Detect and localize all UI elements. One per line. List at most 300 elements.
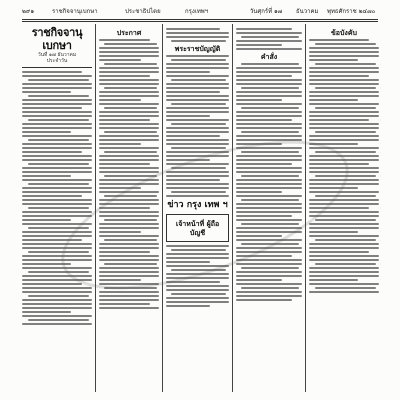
text-line — [309, 39, 369, 41]
text-line — [309, 95, 379, 97]
text-line — [99, 79, 159, 81]
text-line — [309, 227, 379, 229]
text-line — [22, 267, 92, 269]
text-line — [28, 207, 90, 209]
text-line — [166, 301, 229, 303]
text-line — [236, 239, 302, 241]
text-line — [315, 107, 377, 109]
text-line — [166, 163, 229, 165]
text-line — [99, 283, 159, 285]
text-line — [171, 79, 226, 81]
text-line — [22, 219, 71, 221]
text-line — [99, 159, 159, 161]
text-line — [315, 131, 377, 133]
text-line — [166, 183, 229, 185]
text-line — [166, 28, 220, 30]
text-line — [315, 219, 377, 221]
text-line — [309, 155, 379, 157]
text-line — [99, 295, 159, 297]
text-line — [22, 255, 92, 257]
text-line — [22, 115, 92, 117]
text-line — [315, 43, 377, 45]
text-line — [309, 111, 379, 113]
text-line — [22, 303, 92, 305]
text-line — [236, 167, 302, 169]
text-line — [166, 36, 229, 38]
text-line — [236, 159, 302, 161]
text-line — [236, 147, 302, 149]
text-line — [309, 159, 379, 161]
text-line — [22, 187, 92, 189]
text-line — [166, 257, 229, 259]
text-line — [99, 271, 159, 273]
text-line — [22, 111, 92, 113]
text-line — [166, 305, 210, 307]
text-line — [22, 103, 92, 105]
text-line — [236, 283, 302, 285]
text-line — [309, 115, 379, 117]
text-line — [28, 95, 90, 97]
column-2 — [99, 26, 159, 392]
text-line — [99, 71, 159, 73]
text-line — [99, 171, 159, 173]
text-line — [171, 123, 226, 125]
text-line — [22, 191, 92, 193]
text-line — [99, 187, 141, 189]
text-line — [166, 245, 229, 247]
text-line — [309, 271, 379, 273]
text-line — [236, 111, 302, 113]
text-line — [171, 293, 226, 295]
text-line — [99, 147, 159, 149]
text-line — [22, 243, 92, 245]
text-line — [309, 71, 379, 73]
text-line — [315, 195, 377, 197]
text-line — [236, 139, 302, 141]
masthead-sub: ประจำวัน — [46, 58, 68, 64]
text-line — [315, 175, 377, 177]
text-line — [171, 191, 226, 193]
text-line — [99, 47, 159, 49]
text-line — [166, 285, 229, 287]
text-line — [309, 143, 358, 145]
text-line — [99, 155, 159, 157]
text-line — [28, 139, 90, 141]
text-line — [99, 115, 159, 117]
text-line — [309, 187, 358, 189]
text-line — [99, 211, 159, 213]
text-line — [166, 107, 229, 109]
text-line — [236, 171, 302, 173]
text-line — [22, 323, 92, 325]
text-line — [22, 291, 92, 293]
text-line — [309, 147, 379, 149]
text-line — [236, 119, 292, 121]
text-line — [22, 239, 82, 241]
text-line — [315, 263, 377, 265]
text-line — [309, 139, 379, 141]
text-line — [166, 71, 210, 73]
text-line — [241, 199, 299, 201]
text-line — [22, 159, 92, 161]
text-line — [28, 163, 90, 165]
text-line — [236, 40, 302, 42]
text-line — [309, 179, 379, 181]
text-line — [171, 40, 226, 42]
text-line — [28, 319, 90, 321]
text-line — [28, 183, 90, 185]
column-divider — [162, 24, 163, 392]
text-line — [309, 163, 369, 165]
text-line — [241, 223, 299, 225]
text-line — [236, 263, 302, 265]
text-line — [22, 283, 82, 285]
text-line — [166, 91, 220, 93]
column-4-heading: คำสั่ง — [260, 52, 278, 61]
text-line — [241, 287, 299, 289]
text-line — [104, 219, 157, 221]
header-year: พุทธศักราช ๒๔๗๐ — [327, 8, 376, 15]
text-line — [28, 251, 90, 253]
boxed-notice — [166, 214, 229, 242]
text-line — [171, 249, 226, 251]
text-line — [236, 67, 302, 69]
text-line — [22, 143, 92, 145]
column-5 — [309, 26, 379, 392]
text-line — [241, 87, 299, 89]
text-line — [22, 215, 92, 217]
text-line — [309, 67, 379, 69]
text-line — [236, 255, 292, 257]
text-line — [99, 259, 159, 261]
text-line — [99, 39, 150, 41]
text-line — [309, 91, 379, 93]
text-line — [236, 195, 302, 197]
text-line — [99, 55, 159, 57]
text-line — [241, 107, 299, 109]
text-line — [99, 95, 159, 97]
text-line — [166, 273, 229, 275]
text-line — [22, 223, 92, 225]
text-line — [99, 167, 159, 169]
text-line — [236, 99, 282, 101]
text-line — [99, 255, 159, 257]
text-line — [171, 167, 226, 169]
text-line — [241, 175, 299, 177]
text-line — [22, 83, 92, 85]
text-line — [236, 32, 302, 34]
text-line — [166, 261, 210, 263]
text-line — [99, 279, 141, 281]
text-line — [309, 211, 379, 213]
text-line — [309, 135, 379, 137]
text-line — [236, 231, 302, 233]
text-line — [171, 59, 226, 61]
text-line — [22, 235, 92, 237]
text-line — [99, 183, 159, 185]
text-line — [171, 269, 226, 271]
text-line — [99, 203, 159, 205]
text-line — [309, 47, 379, 49]
column-divider — [305, 24, 306, 392]
text-line — [99, 299, 159, 301]
boxed-notice-title: เจ้าหน้าที่ ผู้ถือบัญชี — [175, 219, 220, 237]
text-line — [236, 115, 302, 117]
column-divider — [95, 24, 96, 392]
text-line — [236, 91, 302, 93]
text-line — [236, 135, 302, 137]
text-line — [104, 195, 157, 197]
text-line — [166, 87, 229, 89]
text-line — [22, 99, 92, 101]
text-line — [309, 127, 379, 129]
text-line — [99, 191, 159, 193]
text-line — [309, 79, 379, 81]
text-line — [236, 207, 302, 209]
column-divider — [232, 24, 233, 392]
text-line — [104, 131, 157, 133]
text-line — [166, 151, 229, 153]
text-line — [99, 227, 159, 229]
text-line — [166, 127, 229, 129]
text-line — [99, 163, 150, 165]
text-line — [309, 83, 379, 85]
text-line — [99, 59, 141, 61]
text-line — [166, 195, 229, 197]
text-line — [241, 63, 299, 65]
text-line — [236, 143, 282, 145]
text-line — [309, 215, 379, 217]
text-line — [104, 239, 157, 241]
text-line — [99, 207, 150, 209]
text-line — [99, 307, 159, 309]
text-line — [99, 123, 159, 125]
text-line — [236, 163, 292, 165]
text-line — [236, 259, 302, 261]
text-line — [99, 215, 159, 217]
text-line — [236, 44, 282, 46]
text-line — [236, 71, 302, 73]
text-line — [309, 171, 379, 173]
text-line — [166, 171, 229, 173]
header-paper-name: ราชกิจจานุเบกษา — [52, 8, 98, 15]
text-line — [309, 231, 358, 233]
text-line — [22, 167, 92, 169]
text-line — [236, 191, 282, 193]
header-city: กรุงเทพฯ — [185, 8, 209, 15]
text-line — [309, 99, 358, 101]
text-line — [241, 36, 299, 38]
text-line — [99, 291, 159, 293]
text-line — [22, 75, 92, 77]
text-line — [236, 279, 282, 281]
text-line — [166, 115, 210, 117]
text-line — [315, 239, 377, 241]
text-line — [28, 79, 90, 81]
text-line — [236, 299, 292, 301]
text-line — [22, 279, 92, 281]
text-line — [104, 43, 157, 45]
text-line — [22, 107, 82, 109]
text-line — [166, 83, 229, 85]
text-line — [309, 191, 379, 193]
text-line — [166, 175, 229, 177]
text-line — [241, 243, 299, 245]
text-line — [166, 187, 229, 189]
text-line — [99, 103, 159, 105]
news-section-heading: ข่าว กรุง เทพ ฯ — [167, 200, 228, 210]
text-line — [236, 179, 302, 181]
text-line — [309, 235, 379, 237]
text-line — [236, 83, 302, 85]
text-line — [22, 275, 92, 277]
text-line — [315, 151, 377, 153]
text-line — [166, 281, 220, 283]
text-line — [22, 203, 92, 205]
text-line — [309, 103, 379, 105]
text-line — [166, 55, 229, 57]
text-line — [22, 263, 71, 265]
text-line — [236, 48, 302, 50]
text-line — [236, 103, 302, 105]
text-line — [309, 247, 379, 249]
text-line — [28, 227, 90, 229]
text-line — [22, 151, 82, 153]
text-line — [22, 127, 92, 129]
text-line — [166, 95, 229, 97]
text-line — [309, 55, 379, 57]
text-line — [28, 271, 90, 273]
text-line — [309, 251, 369, 253]
text-line — [22, 87, 92, 89]
text-line — [236, 187, 302, 189]
text-line — [104, 263, 157, 265]
text-line — [99, 267, 159, 269]
text-line — [28, 119, 90, 121]
text-line — [309, 223, 379, 225]
text-line — [104, 87, 157, 89]
text-line — [166, 289, 229, 291]
text-line — [236, 155, 302, 157]
text-line — [22, 307, 92, 309]
text-line — [166, 32, 229, 34]
text-line — [315, 87, 377, 89]
text-line — [241, 131, 299, 133]
text-line — [171, 147, 226, 149]
text-line — [99, 51, 159, 53]
text-line — [236, 28, 292, 30]
text-line — [171, 103, 226, 105]
text-line — [99, 235, 159, 237]
text-line — [166, 139, 229, 141]
text-line — [104, 175, 157, 177]
column-5-heading: ข้อบังคับ — [331, 28, 357, 37]
text-line — [22, 299, 92, 301]
text-line — [28, 295, 90, 297]
text-line — [236, 247, 302, 249]
text-line — [22, 147, 92, 149]
text-line — [104, 287, 157, 289]
text-line — [22, 175, 71, 177]
text-line — [309, 255, 379, 257]
text-line — [22, 231, 92, 233]
text-line — [166, 67, 229, 69]
text-line — [166, 119, 229, 121]
text-line — [166, 155, 229, 157]
text-line — [236, 127, 302, 129]
text-line — [166, 253, 229, 255]
column-2-heading: ประกาศ — [116, 28, 142, 37]
text-line — [166, 143, 229, 145]
text-line — [22, 179, 92, 181]
header-rule — [22, 19, 378, 20]
text-line — [166, 111, 229, 113]
text-line — [166, 159, 210, 161]
text-line — [99, 179, 159, 181]
text-line — [22, 311, 71, 313]
text-line — [22, 259, 92, 261]
text-line — [22, 199, 92, 201]
header-page-number: ๒๙๑ — [22, 8, 35, 15]
text-line — [309, 275, 379, 277]
text-line — [236, 75, 292, 77]
text-line — [99, 139, 159, 141]
text-line — [315, 287, 377, 289]
text-line — [309, 75, 369, 77]
text-line — [22, 131, 71, 133]
text-line — [99, 223, 159, 225]
text-line — [309, 279, 358, 281]
text-line — [22, 171, 92, 173]
text-line — [236, 95, 302, 97]
text-line — [166, 179, 220, 181]
masthead-title: ราชกิจจานุเบกษา — [31, 26, 83, 52]
text-line — [236, 203, 302, 205]
text-line — [104, 63, 157, 65]
text-line — [99, 231, 141, 233]
column-3 — [166, 26, 229, 392]
text-line — [236, 183, 302, 185]
text-line — [99, 67, 159, 69]
text-line — [22, 211, 92, 213]
text-line — [236, 251, 302, 253]
text-line — [241, 151, 299, 153]
text-line — [236, 215, 292, 217]
masthead-sub: วันที่ ๑๗ ธันวาคม — [37, 52, 77, 58]
header-mid: ประชาธิปไตย — [125, 8, 161, 15]
text-line — [236, 211, 302, 213]
text-line — [99, 75, 150, 77]
text-line — [99, 91, 159, 93]
text-line — [236, 219, 302, 221]
text-line — [236, 235, 282, 237]
column-1 — [22, 26, 92, 392]
text-line — [309, 51, 379, 53]
text-line — [22, 123, 92, 125]
text-line — [99, 251, 150, 253]
text-line — [309, 243, 379, 245]
text-line — [309, 199, 379, 201]
text-line — [99, 111, 159, 113]
text-line — [104, 107, 157, 109]
text-line — [99, 199, 159, 201]
header-rule-2 — [22, 21, 378, 22]
text-line — [236, 275, 302, 277]
text-line — [236, 295, 302, 297]
text-line — [99, 119, 150, 121]
text-line — [236, 227, 302, 229]
header-day: วันศุกร์ที่ ๑๗ — [250, 8, 283, 15]
